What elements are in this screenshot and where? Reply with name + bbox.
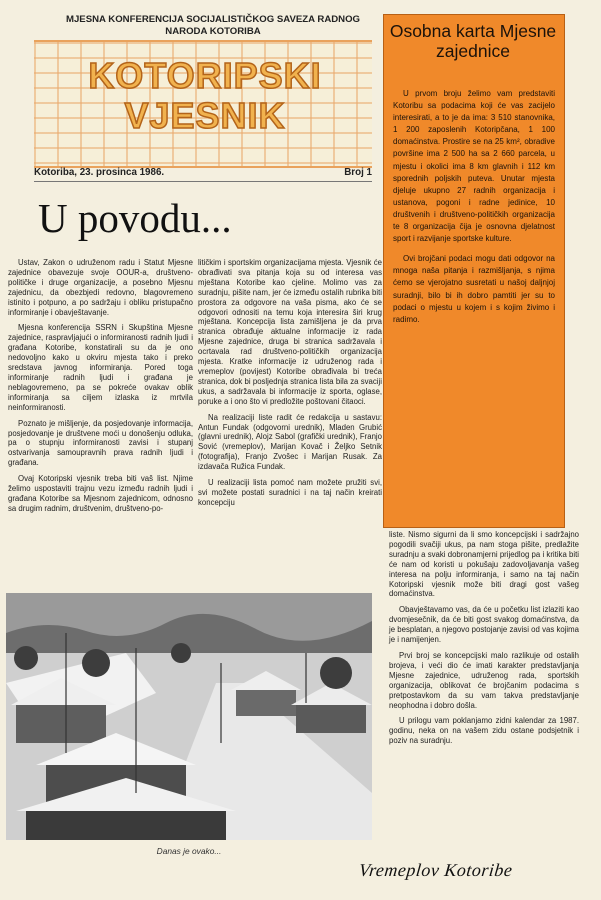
col1-paragraph-2: Mjesna konferencija SSRN i Skupština Mjesne zajednice, raspravljajući o informiranosti radnih ljudi i građana Kotoribe, konstatirali su da je ono nedovoljno kako u okviru mjesta tako i preko sredstava javnog informiranja. Pored toga informiranje radnih ljudi i građana je neblagovremeno, pa se pokreće ovakav oblik informiranja sa ciljem izlaska iz mrtvila neinformiranosti. [8, 323, 193, 412]
col2-paragraph-2: Na realizaciji liste radit će redakcija u sastavu: Antun Fundak (odgovorni urednik), Mladen Grubić (glavni urednik), Alojz Sabol (grafički urednik), Franjo Sović (vremeplov), Marijan Kovač i Željko Setnik (fotografija), Franjo Zvošec i Marijan Rusak. Za izdavača Ružica Fundak. [198, 412, 382, 472]
dateline [34, 167, 372, 178]
masthead-title-line2: VJESNIK [124, 95, 286, 136]
village-photo-illustration [6, 593, 372, 840]
article-column-3 [389, 530, 579, 752]
col2-paragraph-1: litičkim i sportskim organizacijama mjesta. Vjesnik će obrađivati sva pitanja koja su od interesa vas mještana Kotoribe kao cjeline. Molimo vas za suradnju, pišite nam, jer će između ostalih rubrika biti prostora za odgovore na vaša pisma, ako će se odgovori odnositi na temu koja interesira širi krug mještana. Koncepcija lista zamišljena je da prva stranica obrađuje aktualne informacije iz rada Mjesne zajednice, druga bi stranica sadržavala i ocrtavala rad društveno-političkih organizacija mjesta. Kratke informacije iz udruženog rada i vremeplov (povijest) Kotoribe obrađivala bi treća stranica, dok bi posljednja stranica lista bila za svaciji ukus, a sadržavala bi informacije iz sporta, oglase, poruke a i ono što vi predložite poštovani čitaoci. [198, 258, 382, 406]
masthead-title-line1: KOTORIPSKI [88, 55, 322, 96]
organization-line: MJESNA KONFERENCIJA SOCIJALISTIČKOG SAVEZA RADNOG NARODA KOTORIBA [65, 14, 361, 37]
sidebar-paragraph-1: U prvom broju želimo vam predstaviti Kotoribu sa podacima koji će vas zacijelo interesirati, a to je da ima: 3 510 stanovnika, 1 200 zaposlenih Kotoripčana, 1 100 domaćinstva. Prostire se na 25 km², obradive površine ima 2 500 ha sa 2 660 parcela, u mjestu i okolici ima 8 km glavnih i 112 km sporednih poljskih puteva. Unutar mjesta djeluje ukupno 27 radnih organizacija i ustanova, pogoni i radne jedinice, 10 društvenih i društveno-političkih organizacija te 8 organizacija čija je osnovna djelatnost sport i razvijanje sportske kulture. [393, 89, 555, 244]
issue-date: Kotoriba, 23. prosinca 1986. [34, 167, 165, 178]
col3-paragraph-2: Obavještavamo vas, da će u početku list izlaziti kao dvomjesečnik, da će biti gost svakog domaćinstva, da je besplatan, a njegovo postojanje zavisi od vas kojima je i namijenjen. [389, 605, 579, 645]
article-column-1 [8, 258, 193, 520]
col1-paragraph-3: Poznato je mišljenje, da posjedovanje informacija, posjedovanje je društvene moći u donošenju odluka, pa o stupnju informiranosti zavisi i stupanj ostvarivanja samoupravnih prava radnih ljudi i građana. [8, 418, 193, 468]
col3-paragraph-1: liste. Nismo sigurni da li smo koncepcijski i sadržajno pogodili svačiji ukus, pa nam stoga pišite, predlažite suradnju a svaki dobronamjerni prijedlog pa i kritika biti će nam od koristi u pokušaju zadovoljavanja vašeg interesa na polju informiranja, i samo na taj način Kotoripski vjesnik može biti dragi gost vašeg domaćinstva. [389, 530, 579, 599]
col2-paragraph-3: U realizaciji lista pomoć nam možete pružiti svi, svi možete postati suradnici i na taj način kreirati koncepciju [198, 478, 382, 507]
dateline-rule [34, 181, 372, 182]
issue-number: Broj 1 [344, 167, 372, 178]
col1-paragraph-1: Ustav, Zakon o udruženom radu i Statut Mjesne zajednice obavezuje svoje OOUR-a, društveno-političke i druge organizacije, a posebno Mjesnu zajednicu, da obezbjedi redovno, blagovremeno istinito i potpuno, a po sadržaju i obliku pristupačno informiranje i obavještavanje. [8, 258, 193, 317]
village-street-photo [6, 593, 372, 840]
info-sidebar-title: Osobna karta Mjesne zajednice [389, 21, 557, 61]
masthead-title [60, 56, 350, 136]
article-headline: U povodu... [38, 195, 232, 241]
col1-paragraph-4: Ovaj Kotoripski vjesnik treba biti vaš list. Njime želimo uspostaviti trajnu vezu između radnih ljudi i građana Kotoribe sa Mjesnom zajednicom, odnosno sa drugim radnim, društvenim, društveno-po- [8, 474, 193, 513]
col3-paragraph-4: U prilogu vam poklanjamo zidni kalendar za 1987. godinu, neka on na vašem zidu ostane podsjetnik i poziv na suradnju. [389, 716, 579, 746]
vremeplov-signature: Vremeplov Kotoribe [358, 860, 514, 880]
col3-paragraph-3: Prvi broj se koncepcijski malo razlikuje od ostalih brojeva, i veći dio će imati karakter predstavljanja Mjesne zajednice, udruženog rada, sportskih organizacija, oblikovat će brojčanim podacima s pretpostavkom da su vam takva predstavljanje neophodna i dobro došla. [389, 650, 579, 710]
info-sidebar-body [393, 88, 555, 334]
sidebar-paragraph-2: Ovi brojčani podaci mogu dati odgovor na mnoga naša pitanja i razmišljanja, s njima ćemo se vjerojatno susretati u našoj daljnjoj suradnji, bilo bi ih dobro pamtiti jer su to podaci o mjestu u kojem i s kojim živimo i radimo. [393, 254, 555, 324]
article-column-2 [198, 258, 382, 514]
photo-caption: Danas je ovako... [156, 846, 222, 856]
